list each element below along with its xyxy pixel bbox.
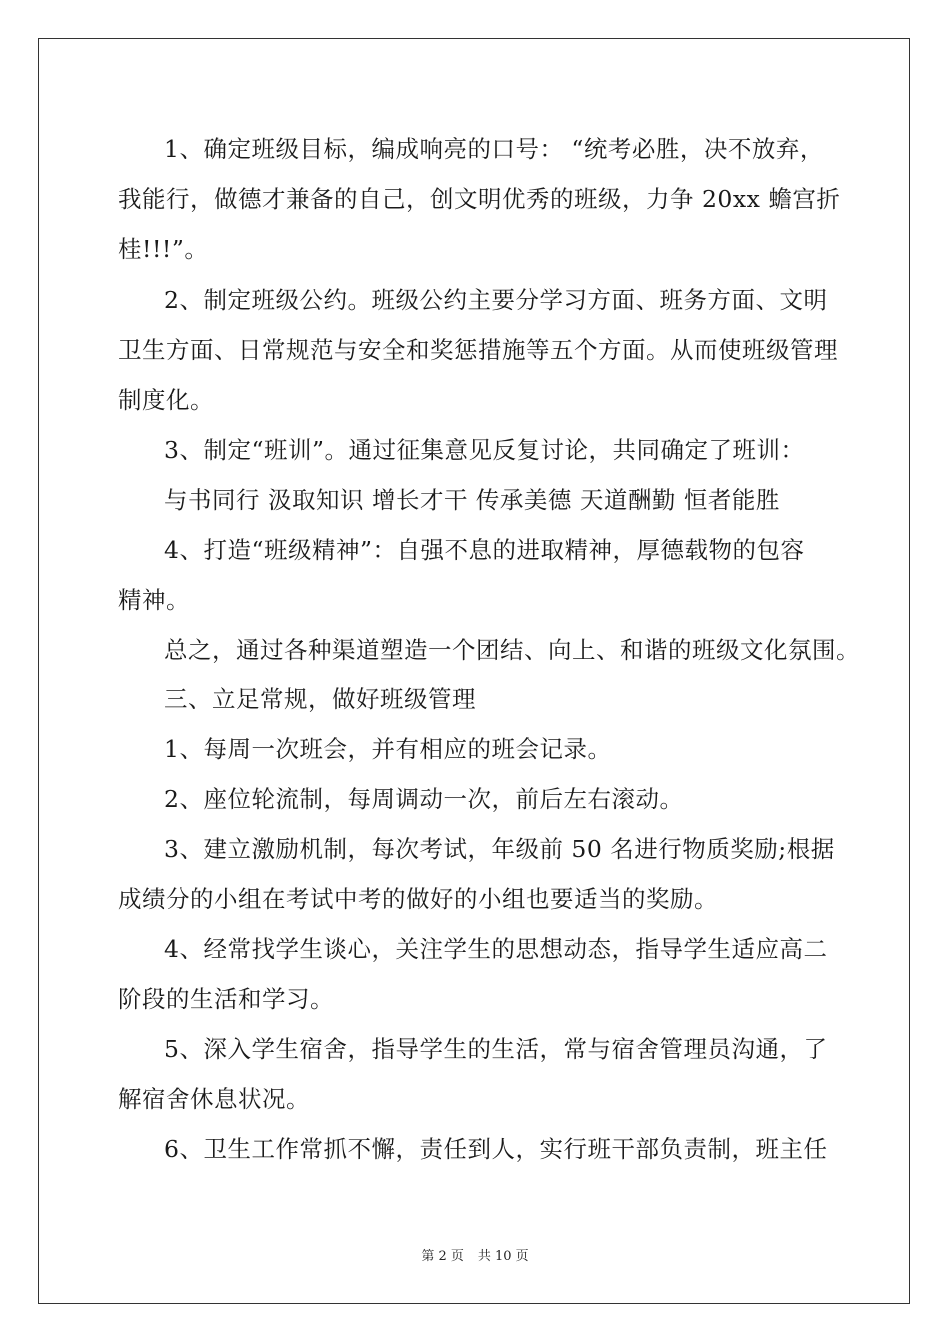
paragraph-line: 阶段的生活和学习。 xyxy=(118,985,334,1013)
paragraph-line: 2、座位轮流制，每周调动一次，前后左右滚动。 xyxy=(164,785,684,813)
paragraph-line: 4、经常找学生谈心，关注学生的思想动态，指导学生适应高二 xyxy=(164,935,828,963)
total-pages: 共 10 页 xyxy=(477,1249,529,1264)
paragraph-line: 总之，通过各种渠道塑造一个团结、向上、和谐的班级文化氛围。 xyxy=(164,636,860,664)
paragraph-line: 卫生方面、日常规范与安全和奖惩措施等五个方面。从而使班级管理 xyxy=(118,336,838,364)
paragraph-line: 成绩分的小组在考试中考的做好的小组也要适当的奖励。 xyxy=(118,885,718,913)
page-footer xyxy=(0,1245,950,1264)
paragraph-line: 1、确定班级目标，编成响亮的口号： “统考必胜，决不放弃， xyxy=(164,135,824,163)
page-border xyxy=(38,38,910,1304)
paragraph-line: 精神。 xyxy=(118,586,190,614)
paragraph-line: 3、建立激励机制，每次考试，年级前 50 名进行物质奖励;根据 xyxy=(164,835,835,863)
paragraph-line: 3、制定“班训”。通过征集意见反复讨论，共同确定了班训： xyxy=(164,436,805,464)
paragraph-line: 我能行，做德才兼备的自己，创文明优秀的班级，力争 20xx 蟾宫折 xyxy=(118,185,841,213)
paragraph-line: 6、卫生工作常抓不懈，责任到人，实行班干部负责制，班主任 xyxy=(164,1135,828,1163)
paragraph-line: 5、深入学生宿舍，指导学生的生活，常与宿舍管理员沟通，了 xyxy=(164,1035,828,1063)
paragraph-line: 制度化。 xyxy=(118,386,214,414)
motto-line: 与书同行 汲取知识 增长才干 传承美德 天道酬勤 恒者能胜 xyxy=(164,486,780,514)
paragraph-line: 2、制定班级公约。班级公约主要分学习方面、班务方面、文明 xyxy=(164,286,828,314)
paragraph-line: 1、每周一次班会，并有相应的班会记录。 xyxy=(164,735,612,763)
section-heading: 三、立足常规，做好班级管理 xyxy=(164,685,476,713)
paragraph-line: 桂!!!”。 xyxy=(118,235,209,263)
paragraph-line: 解宿舍休息状况。 xyxy=(118,1085,310,1113)
paragraph-line: 4、打造“班级精神”：自强不息的进取精神，厚德载物的包容 xyxy=(164,536,805,564)
page-number: 第 2 页 xyxy=(421,1249,464,1264)
